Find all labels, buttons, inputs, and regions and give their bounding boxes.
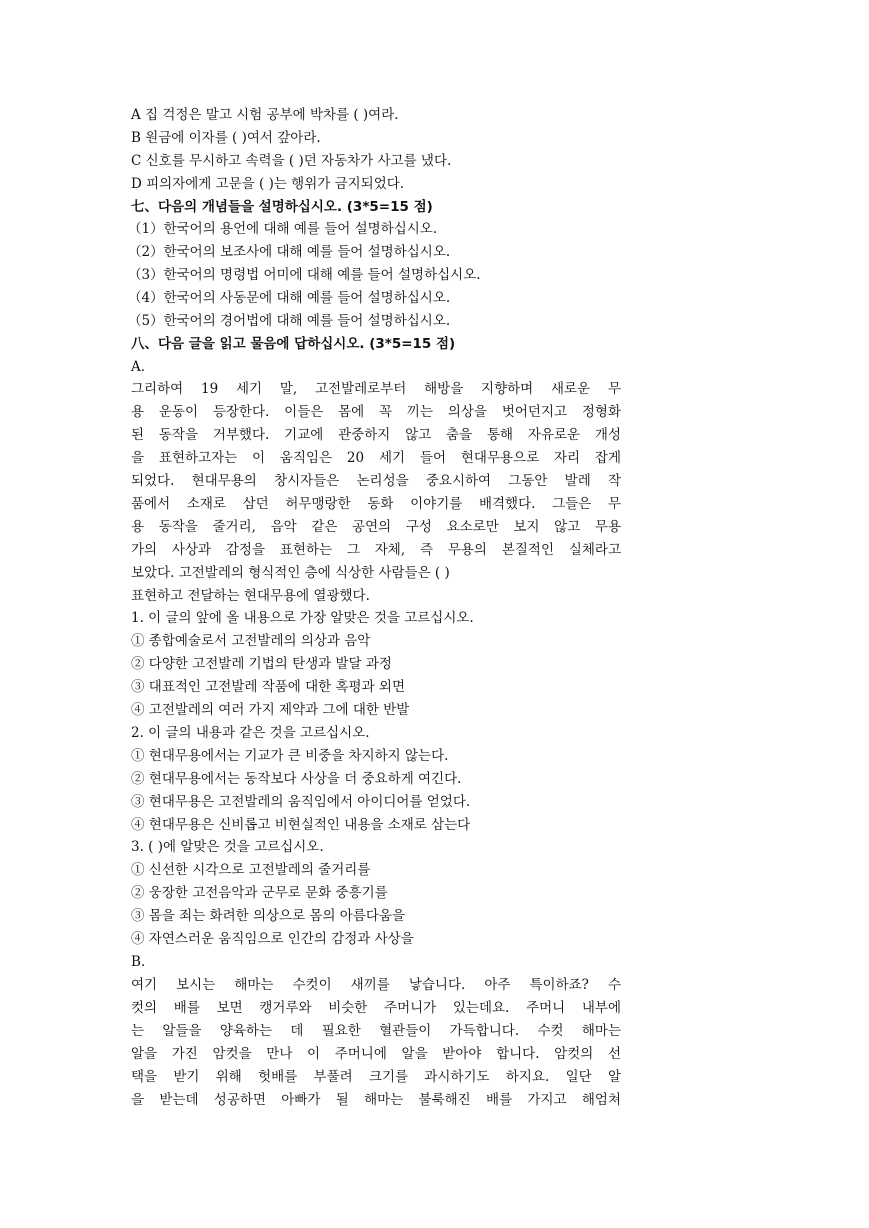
section-7-item: （5）한국어의 경어법에 대해 예를 들어 설명하십시오. [128,313,451,329]
section-7-item: （1）한국어의 용언에 대해 예를 들어 설명하십시오. [128,221,438,237]
passage-b-line: 컷의 배를 보면 캥거루와 비슷한 주머니가 있는데요. 주머니 내부에 [131,1000,621,1016]
question-3-option: ② 웅장한 고전음악과 군무로 문화 중흥기를 [131,885,388,901]
passage-b-line: 여기 보시는 해마는 수컷이 새끼를 낳습니다. 아주 특이하죠? 수 [131,977,621,993]
passage-a-line: 되었다. 현대무용의 창시자들은 논리성을 중요시하여 그동안 발레 작 [131,473,621,489]
question-2-option: ① 현대무용에서는 기교가 큰 비중을 차지하지 않는다. [131,748,449,764]
question-3-option: ① 신선한 시각으로 고전발레의 줄거리를 [131,862,371,878]
question-1-option: ③ 대표적인 고전발레 작품에 대한 혹평과 외면 [131,679,405,695]
passage-b-line: 는 알들을 양육하는 데 필요한 혈관들이 가득합니다. 수컷 해마는 [131,1023,621,1039]
question-2-option: ③ 현대무용은 고전발레의 움직임에서 아이디어를 얻었다. [131,794,471,810]
passage-a-line: 보았다. 고전발레의 형식적인 층에 식상한 사람들은 ( ) [131,565,450,581]
question-1-option: ② 다양한 고전발레 기법의 탄생과 발달 과정 [131,656,392,672]
passage-b-line: 알을 가진 암컷을 만나 이 주머니에 알을 받아야 합니다. 암컷의 선 [131,1046,621,1062]
passage-a-line: 된 동작을 거부했다. 기교에 관중하지 않고 춤을 통해 자유로운 개성 [131,427,621,443]
option-d: D 피의자에게 고문을 ( )는 행위가 금지되었다. [131,176,405,192]
question-2: 2. 이 글의 내용과 같은 것을 고르십시오. [131,725,370,741]
passage-a-line: 가의 사상과 감정을 표현하는 그 자체, 즉 무용의 본질적인 실체라고 [131,542,621,558]
section-7-item: （2）한국어의 보조사에 대해 예를 들어 설명하십시오. [128,244,451,260]
passage-a-line: 품에서 소재로 삼던 허무맹랑한 동화 이야기를 배격했다. 그들은 무 [131,496,621,512]
question-1: 1. 이 글의 앞에 올 내용으로 가장 알맞은 것을 고르십시오. [131,610,474,626]
question-3-option: ④ 자연스러운 움직임으로 인간의 감정과 사상을 [131,931,414,947]
passage-a-line: 용 운동이 등장한다. 이들은 몸에 꼭 끼는 의상을 벗어던지고 정형화 [131,404,621,420]
question-2-option: ④ 현대무용은 신비롭고 비현실적인 내용을 소재로 삼는다 [131,817,471,833]
question-2-option: ② 현대무용에서는 동작보다 사상을 더 중요하게 여긴다. [131,771,462,787]
passage-a-line: 표현하고 전달하는 현대무용에 열광했다. [131,588,370,604]
passage-b-line: 을 받는데 성공하면 아빠가 될 해마는 불룩해진 배를 가지고 해엄쳐 [131,1092,621,1108]
option-a: A 집 걱정은 말고 시험 공부에 박차를 ( )여라. [131,107,399,123]
question-3-option: ③ 몸을 죄는 화려한 의상으로 몸의 아름다움을 [131,908,405,924]
passage-a-line: 그리하여 19 세기 말, 고전발레로부터 해방을 지향하며 새로운 무 [131,381,621,397]
question-1-option: ① 종합예술로서 고전발레의 의상과 음악 [131,633,371,649]
section-7-heading: 七、다음의 개념들을 설명하십시오. (3*5=15 점) [131,199,433,215]
option-b: B 원금에 이자를 ( )여서 갚아라. [131,130,321,146]
section-8-heading: 八、다음 글을 읽고 물음에 답하십시오. (3*5=15 점) [131,336,456,352]
passage-a-line: 용 동작을 줄거리, 음악 같은 공연의 구성 요소로만 보지 않고 무용 [131,519,621,535]
section-7-item: （3）한국어의 명령법 어미에 대해 예를 들어 설명하십시오. [128,267,481,283]
question-1-option: ④ 고전발레의 여러 가지 제약과 그에 대한 반발 [131,702,410,718]
passage-a-line: 을 표현하고자는 이 움직임은 20 세기 들어 현대무용으로 자리 잡게 [131,450,621,466]
passage-b-line: 택을 받기 위해 헛배를 부풀려 크기를 과시하기도 하지요. 일단 알 [131,1069,621,1085]
section-7-item: （4）한국어의 사동문에 대해 예를 들어 설명하십시오. [128,290,451,306]
passage-a-label: A. [131,359,146,375]
option-c: C 신호를 무시하고 속력을 ( )던 자동차가 사고를 냈다. [131,153,452,169]
passage-b-label: B. [131,954,146,970]
question-3: 3. ( )에 알맞은 것을 고르십시오. [131,839,324,855]
